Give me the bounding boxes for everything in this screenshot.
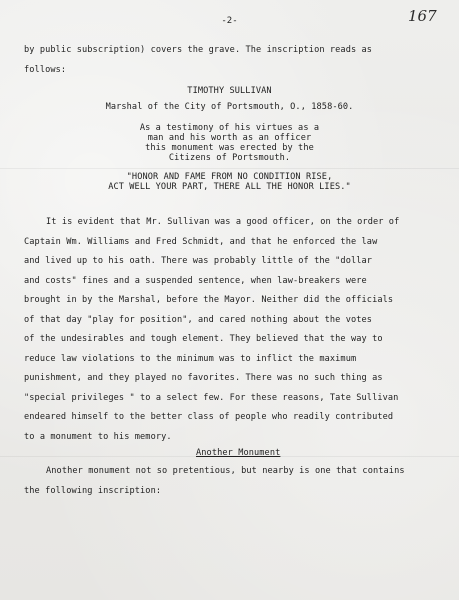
- paragraph-line: punishment, and they played no favorites. There was no such thing as: [24, 373, 383, 383]
- paper-crease: [0, 168, 459, 169]
- paragraph-line: reduce law violations to the minimum was to inflict the maximum: [24, 354, 357, 364]
- paragraph-line: and lived up to his oath. There was probably little of the "dollar: [24, 256, 373, 266]
- inscription-name: TIMOTHY SULLIVAN: [187, 86, 272, 96]
- inscription-quote-line: "HONOR AND FAME FROM NO CONDITION RISE,: [126, 172, 333, 182]
- inscription-line: As a testimony of his virtues as a: [139, 123, 320, 133]
- inscription-quote-line: ACT WELL YOUR PART, THERE ALL THE HONOR LIES.": [108, 182, 351, 192]
- paragraph-line: of that day "play for position", and cared nothing about the votes: [24, 315, 373, 325]
- inscription-line: man and his worth as an officer: [147, 133, 312, 143]
- paragraph-line: by public subscription) covers the grave. The inscription reads as: [24, 45, 373, 55]
- handwritten-page-number: 167: [408, 7, 437, 25]
- paragraph-line: endeared himself to the better class of people who readily contributed: [24, 412, 394, 422]
- paragraph-line: Captain Wm. Williams and Fred Schmidt, and that he enforced the law: [24, 237, 378, 247]
- paragraph-line: "special privileges " to a select few. For these reasons, Tate Sullivan: [24, 393, 399, 403]
- paragraph-line: of the undesirables and tough element. They believed that the way to: [24, 334, 383, 344]
- section-heading: Another Monument: [196, 448, 281, 458]
- page-number: -2-: [221, 16, 238, 26]
- inscription-line: Citizens of Portsmouth.: [168, 153, 291, 163]
- paragraph-line: brought in by the Marshal, before the Mayor. Neither did the officials: [24, 295, 394, 305]
- paragraph-line: follows:: [24, 65, 67, 75]
- paragraph-line: to a monument to his memory.: [24, 432, 172, 442]
- inscription-title: Marshal of the City of Portsmouth, O., 1858-60.: [105, 102, 354, 112]
- paragraph-line: Another monument not so pretentious, but nearby is one that contains: [46, 466, 405, 476]
- paragraph-line: It is evident that Mr. Sullivan was a good officer, on the order of: [46, 217, 400, 227]
- paragraph-line: and costs" fines and a suspended sentence, when law-breakers were: [24, 276, 367, 286]
- inscription-line: this monument was erected by the: [145, 143, 314, 153]
- paragraph-line: the following inscription:: [24, 486, 162, 496]
